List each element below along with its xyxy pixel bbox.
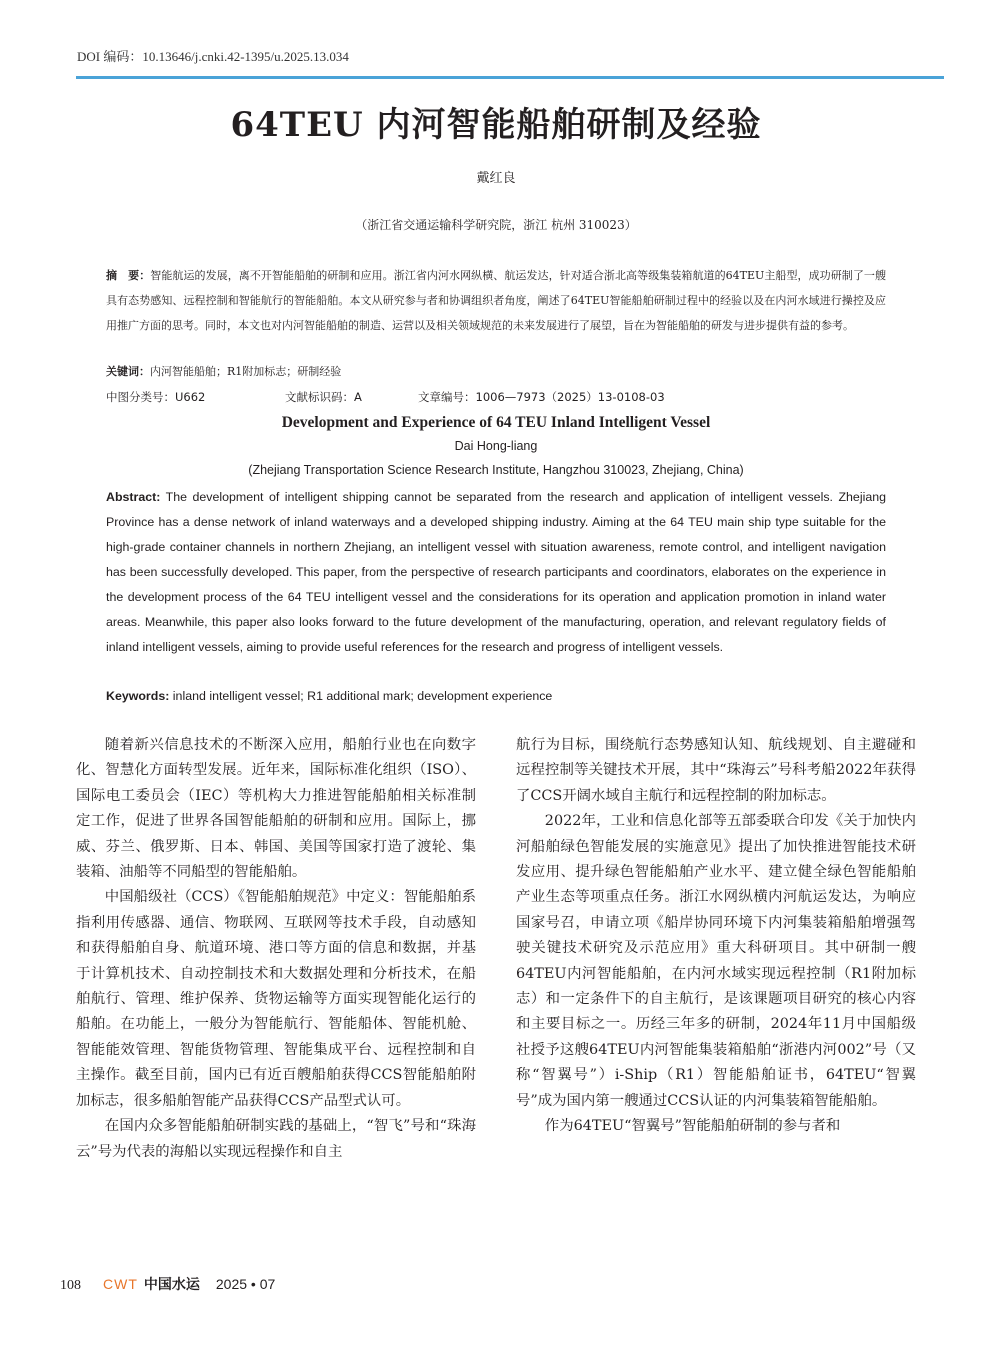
keywords-cn [106,362,341,382]
clc-number: 中图分类号：U662 [106,390,206,404]
header-rule [76,76,944,79]
abstract-en [106,485,886,660]
body-column-left [76,733,476,1165]
english-affiliation: (Zhejiang Transportation Science Research Institute, Hangzhou 310023, Zhejiang, China) [248,463,744,477]
abstract-en-text: The development of intelligent shipping cannot be separated from the research and application of intelligent vessels. Zhejiang Province has a dense network of inland waterways and a developed shipping industry. Aiming at the 64 TEU main ship type suitable for the high-grade container channels in northern Zhejiang, an intelligent vessel with situation awareness, remote control, and intelligent navigation has been successfully developed. This paper, from the perspective of research participants and coordinators, elaborates on the experience in the development process of the 64 TEU intelligent vessel and the considerations for its operation and application promotion in inland water areas. Meanwhile, this paper also looks forward to the future development of the manufacturing, operation, and relevant regulatory fields of inland intelligent vessels, aiming to provide useful references for the research and progress of intelligent vessels. [106,490,886,654]
keywords-en-text: inland intelligent vessel; R1 additional mark; development experience [169,689,553,703]
paragraph: 随着新兴信息技术的不断深入应用，船舶行业也在向数字化、智慧化方面转型发展。近年来，国际标准化组织（ISO）、国际电工委员会（IEC）等机构大力推进智能船舶相关标准制定工作，促进了世界各国智能船舶的研制和应用。国际上，挪威、芬兰、俄罗斯、日本、韩国、美国等国家打造了渡轮、集装箱、油船等不同船型的智能船舶。 [76,737,476,881]
journal-brand: CWT [103,1276,138,1292]
keywords-en [106,686,552,706]
paragraph: 中国船级社（CCS）《智能船舶规范》中定义：智能船舶系指利用传感器、通信、物联网、互联网等技术手段，自动感知和获得船舶自身、航道环境、港口等方面的信息和数据，并基于计算机技术、自动控制技术和大数据处理和分析技术，在船舶航行、管理、维护保养、货物运输等方面实现智能化运行的船舶。在功能上，一般分为智能航行、智能船体、智能机舱、智能能效管理、智能货物管理、智能集成平台、远程控制和自主操作。截至目前，国内已有近百艘船舶获得CCS智能船舶附加标志，很多船舶智能产品获得CCS产品型式认可。 [76,889,476,1109]
paragraph: 在国内众多智能船舶研制实践的基础上，“智飞”号和“珠海云”号为代表的海船以实现远程操作和自主 [76,1118,476,1160]
article-number: 文章编号：1006—7973（2025）13-0108-03 [418,390,665,404]
journal-name: 中国水运 [143,1277,200,1293]
paragraph: 作为64TEU“智翼号”智能船舶研制的参与者和 [544,1118,841,1135]
abstract-cn-text: 智能航运的发展，离不开智能船舶的研制和应用。浙江省内河水网纵横、航运发达，针对适合浙北高等级集装箱航道的64TEU主船型，成功研制了一艘具有态势感知、远程控制和智能航行的智能船舶。本文从研究参与者和协调组织者角度，阐述了64TEU智能船舶研制过程中的经验以及在内河水域进行操控及应用推广方面的思考。同时，本文也对内河智能船舶的制造、运营以及相关领域规范的未来发展进行了展望，旨在为智能船舶的研发与进步提供有益的参考。 [106,269,886,332]
paragraph: 2022年，工业和信息化部等五部委联合印发《关于加快内河船舶绿色智能发展的实施意见》提出了加快推进智能技术研发应用、提升绿色智能船舶产业水平、建立健全绿色智能船舶产业生态等项重点任务。浙江水网纵横内河航运发达，为响应国家号召，申请立项《船岸协同环境下内河集装箱船舶增强驾驶关键技术研究及示范应用》重大科研项目。其中研制一艘64TEU内河智能船舶，在内河水域实现远程控制（R1附加标志）和一定条件下的自主航行，是该课题项目研究的核心内容和主要目标之一。历经三年多的研制，2024年11月中国船级社授予这艘64TEU内河智能集装箱船舶“浙港内河002”号（又称“智翼号”）i-Ship（R1）智能船舶证书，64TEU“智翼号”成为国内第一艘通过CCS认证的内河集装箱智能船舶。 [516,813,916,1109]
page-footer [60,1274,275,1296]
keywords-cn-label: 关键词： [106,365,150,378]
abstract-cn [106,263,886,338]
abstract-cn-label: 摘 要： [106,269,151,282]
affiliation: （浙江省交通运输科学研究院，浙江 杭州 310023） [355,218,637,232]
doi-line: DOI 编码：10.13646/j.cnki.42-1395/u.2025.13.034 [77,49,349,64]
english-author: Dai Hong-liang [454,439,538,453]
english-title: Development and Experience of 64 TEU Inland Intelligent Vessel [281,414,711,431]
keywords-en-label: Keywords: [106,689,170,703]
journal-issue: 2025 • 07 [215,1276,276,1292]
author-name: 戴红良 [476,171,516,186]
doc-code: 文献标识码：A [285,390,362,404]
page-number: 108 [60,1278,81,1293]
article-title: 64TEU 内河智能船舶研制及经验 [230,105,762,145]
paragraph: 航行为目标，围绕航行态势感知认知、航线规划、自主避碰和远程控制等关键技术开展，其中“珠海云”号科考船2022年获得了CCS开阔水域自主航行和远程控制的附加标志。 [516,737,916,804]
body-column-right [516,733,916,1140]
keywords-cn-text: 内河智能船舶；R1附加标志；研制经验 [150,365,342,378]
abstract-en-label: Abstract: [106,490,161,504]
